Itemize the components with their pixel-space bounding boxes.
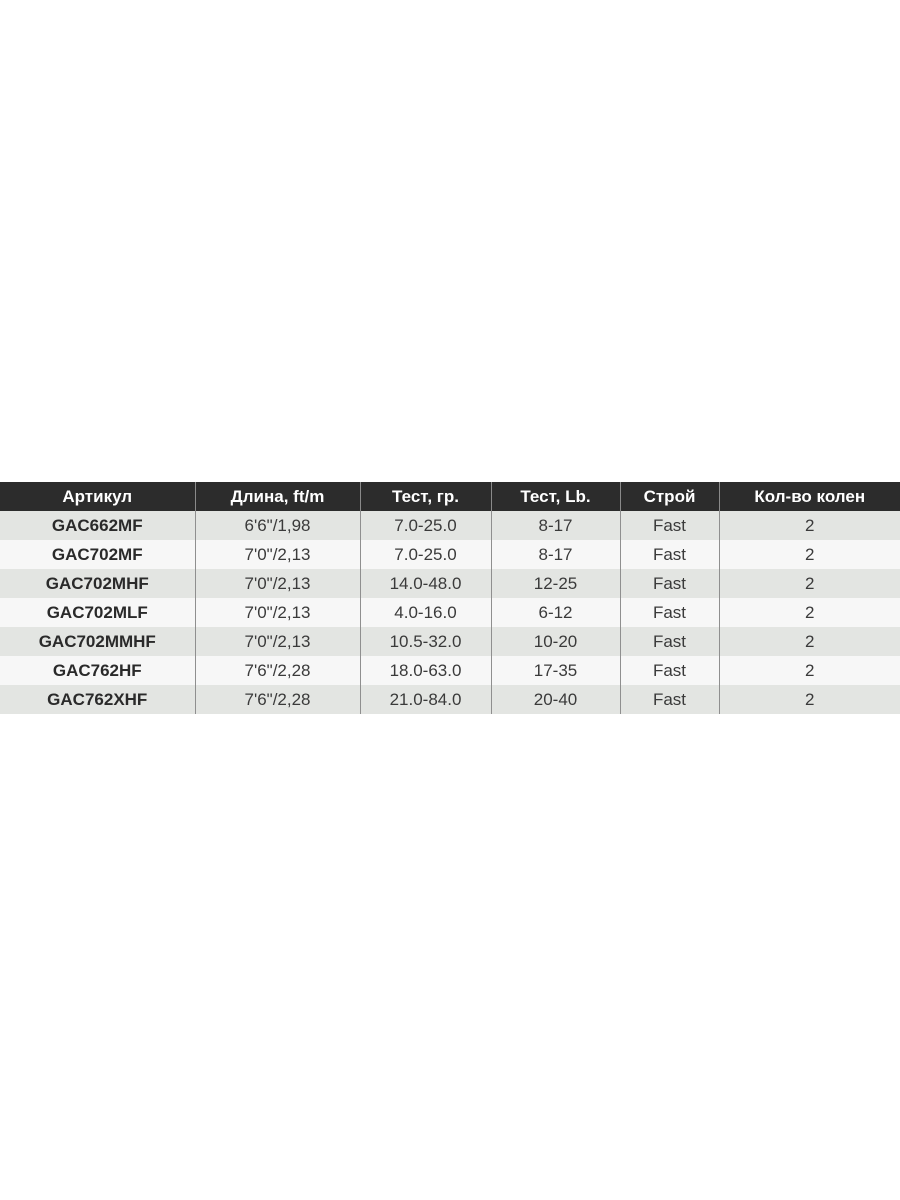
cell-sections: 2	[719, 656, 900, 685]
cell-sku: GAC702MMHF	[0, 627, 195, 656]
table-row	[0, 598, 900, 627]
table-row	[0, 511, 900, 540]
table-row	[0, 569, 900, 598]
cell-sku: GAC702MF	[0, 540, 195, 569]
header-action: Строй	[620, 482, 719, 511]
cell-test-lb: 20-40	[491, 685, 620, 714]
header-test-grams: Тест, гр.	[360, 482, 491, 511]
header-sections: Кол-во колен	[719, 482, 900, 511]
cell-length: 7'0"/2,13	[195, 569, 360, 598]
table-header-row	[0, 482, 900, 511]
cell-sections: 2	[719, 685, 900, 714]
cell-sections: 2	[719, 540, 900, 569]
header-test-lb: Тест, Lb.	[491, 482, 620, 511]
cell-sku: GAC762XHF	[0, 685, 195, 714]
table-row	[0, 627, 900, 656]
cell-test-grams: 14.0-48.0	[360, 569, 491, 598]
spec-table	[0, 482, 900, 714]
cell-action: Fast	[620, 598, 719, 627]
cell-sku: GAC702MHF	[0, 569, 195, 598]
cell-action: Fast	[620, 656, 719, 685]
cell-length: 7'6"/2,28	[195, 656, 360, 685]
cell-test-grams: 10.5-32.0	[360, 627, 491, 656]
cell-length: 7'0"/2,13	[195, 598, 360, 627]
cell-action: Fast	[620, 540, 719, 569]
cell-test-lb: 8-17	[491, 511, 620, 540]
table-row	[0, 685, 900, 714]
cell-test-grams: 4.0-16.0	[360, 598, 491, 627]
cell-sku: GAC702MLF	[0, 598, 195, 627]
cell-test-lb: 8-17	[491, 540, 620, 569]
cell-sku: GAC762HF	[0, 656, 195, 685]
cell-test-lb: 12-25	[491, 569, 620, 598]
cell-test-lb: 10-20	[491, 627, 620, 656]
header-length: Длина, ft/m	[195, 482, 360, 511]
cell-test-grams: 7.0-25.0	[360, 511, 491, 540]
cell-test-lb: 6-12	[491, 598, 620, 627]
cell-sku: GAC662MF	[0, 511, 195, 540]
cell-test-grams: 7.0-25.0	[360, 540, 491, 569]
header-sku: Артикул	[0, 482, 195, 511]
cell-action: Fast	[620, 511, 719, 540]
cell-test-grams: 18.0-63.0	[360, 656, 491, 685]
table-row	[0, 656, 900, 685]
cell-action: Fast	[620, 569, 719, 598]
cell-sections: 2	[719, 598, 900, 627]
cell-length: 7'0"/2,13	[195, 627, 360, 656]
cell-length: 7'6"/2,28	[195, 685, 360, 714]
cell-sections: 2	[719, 569, 900, 598]
cell-length: 6'6"/1,98	[195, 511, 360, 540]
cell-test-lb: 17-35	[491, 656, 620, 685]
cell-test-grams: 21.0-84.0	[360, 685, 491, 714]
cell-action: Fast	[620, 627, 719, 656]
cell-length: 7'0"/2,13	[195, 540, 360, 569]
table-row	[0, 540, 900, 569]
cell-action: Fast	[620, 685, 719, 714]
cell-sections: 2	[719, 627, 900, 656]
cell-sections: 2	[719, 511, 900, 540]
